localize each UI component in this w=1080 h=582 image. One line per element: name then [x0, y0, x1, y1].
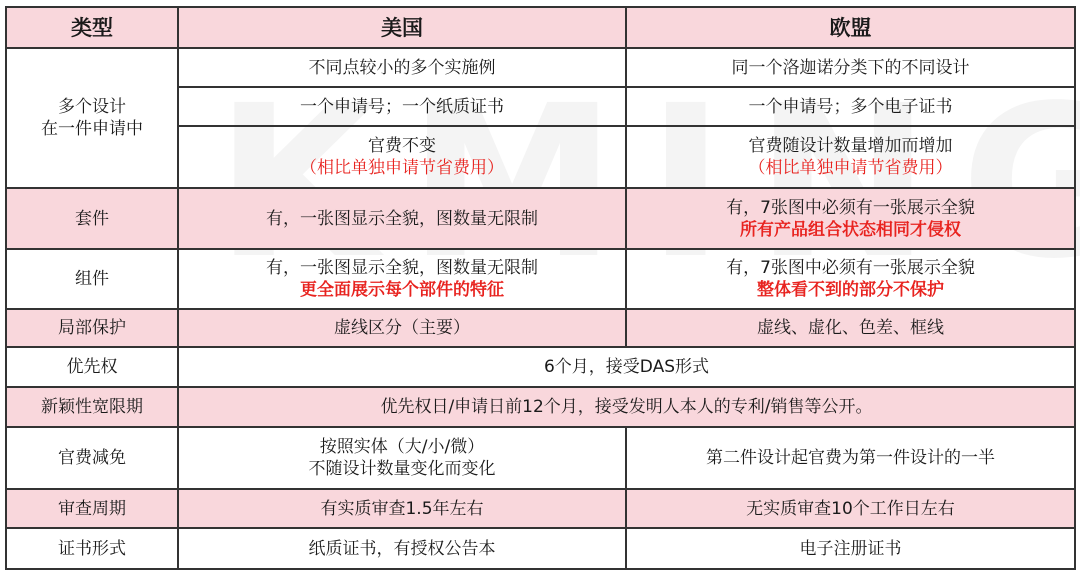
fee-us-line2: 不随设计数量变化而变化 [308, 459, 496, 479]
table-row [6, 528, 1075, 569]
grace-value: 优先权日/申请日前12个月，接受发明人本人的专利/销售等公开。 [178, 387, 1075, 427]
component-us-line2: 更全面展示每个部件的特征 [300, 280, 504, 300]
partial-label: 局部保护 [6, 309, 178, 347]
multi-label-line1: 多个设计 [58, 97, 126, 117]
header-us: 美国 [178, 7, 626, 48]
table-row [6, 309, 1075, 347]
component-eu-line1: 有，7张图中必须有一张展示全貌 [726, 258, 975, 278]
priority-value: 6个月，接受DAS形式 [178, 347, 1075, 387]
fee-us-line1: 按照实体（大/小/微） [319, 437, 485, 457]
grace-label: 新颖性宽限期 [6, 387, 178, 427]
table-row [6, 188, 1075, 249]
partial-eu: 虚线、虚化、色差、框线 [626, 309, 1075, 347]
multi-us-1: 不同点较小的多个实施例 [178, 48, 626, 87]
table-row [6, 427, 1075, 489]
table-row [6, 489, 1075, 528]
fee-eu: 第二件设计起官费为第一件设计的一半 [626, 427, 1075, 489]
fee-us [178, 427, 626, 489]
multi-eu-2: 一个申请号；多个电子证书 [626, 87, 1075, 126]
multi-label-line2: 在一件申请中 [41, 119, 143, 139]
fee-label: 官费减免 [6, 427, 178, 489]
exam-us: 有实质审查1.5年左右 [178, 489, 626, 528]
cert-eu: 电子注册证书 [626, 528, 1075, 569]
multi-design-label [6, 48, 178, 188]
cert-us: 纸质证书，有授权公告本 [178, 528, 626, 569]
suite-label: 套件 [6, 188, 178, 249]
component-us [178, 249, 626, 309]
comparison-table [5, 6, 1076, 570]
multi-eu-1: 同一个洛迦诺分类下的不同设计 [626, 48, 1075, 87]
multi-us-3 [178, 126, 626, 188]
priority-label: 优先权 [6, 347, 178, 387]
multi-eu-3-line1: 官费随设计数量增加而增加 [748, 136, 953, 156]
header-type: 类型 [6, 7, 178, 48]
cert-label: 证书形式 [6, 528, 178, 569]
suite-us: 有，一张图显示全貌，图数量无限制 [178, 188, 626, 249]
multi-us-2: 一个申请号；一个纸质证书 [178, 87, 626, 126]
exam-label: 审查周期 [6, 489, 178, 528]
suite-eu-line2: 所有产品组合状态相同才侵权 [740, 219, 961, 240]
table-row [6, 347, 1075, 387]
header-eu: 欧盟 [626, 7, 1075, 48]
suite-eu-line1: 有，7张图中必须有一张展示全貌 [726, 197, 975, 218]
multi-eu-3 [626, 126, 1075, 188]
multi-us-3-line2: （相比单独申请节省费用） [300, 158, 504, 178]
multi-us-3-line1: 官费不变 [368, 136, 436, 156]
component-eu [626, 249, 1075, 309]
exam-eu: 无实质审查10个工作日左右 [626, 489, 1075, 528]
header-row [6, 7, 1075, 48]
table-row [6, 249, 1075, 309]
suite-eu [626, 188, 1075, 249]
component-label: 组件 [6, 249, 178, 309]
table-row [6, 48, 1075, 87]
multi-eu-3-line2: （相比单独申请节省费用） [748, 158, 953, 178]
partial-us: 虚线区分（主要） [178, 309, 626, 347]
component-eu-line2: 整体看不到的部分不保护 [757, 280, 944, 300]
component-us-line1: 有，一张图显示全貌，图数量无限制 [266, 258, 538, 278]
table-row [6, 387, 1075, 427]
